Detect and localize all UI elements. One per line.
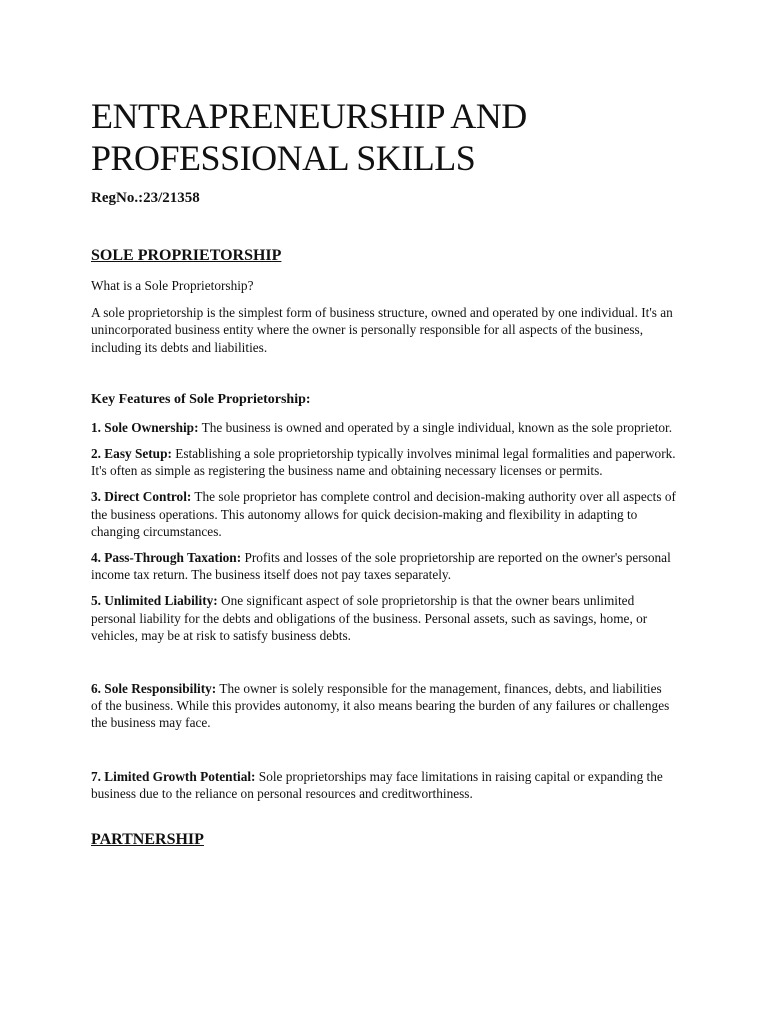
registration-number: RegNo.:23/21358 [91, 190, 200, 206]
feature-text: The sole proprietor has complete control and decision-making authority over all aspects of the business operations. This autonomy allows for quick decision-making and flexibility in adapting to changing circumstances. [91, 489, 676, 539]
feature-label: 1. Sole Ownership: [91, 419, 199, 435]
feature-item [91, 445, 676, 479]
title-line-2: PROFESSIONAL SKILLS [91, 138, 476, 178]
feature-label: 6. Sole Responsibility: [91, 681, 217, 697]
key-features-heading: Key Features of Sole Proprietorship: [91, 391, 311, 407]
feature-text: Sole proprietorships may face limitations in raising capital or expanding the business due to the reliance on personal resources and creditworthiness. [91, 768, 663, 801]
feature-text: One significant aspect of sole proprietorship is that the owner bears unlimited personal liability for the debts and obligations of the business. Personal assets, such as savings, home, or vehicles, may be at risk to satisfy business debts. [91, 593, 648, 643]
feature-item [91, 768, 676, 802]
feature-label: 3. Direct Control: [91, 489, 192, 505]
feature-text: Establishing a sole proprietorship typically involves minimal legal formalities and paperwork. It's often as simple as registering the business name and obtaining necessary licenses or permits. [91, 446, 676, 479]
feature-item [91, 419, 676, 436]
feature-label: 2. Easy Setup: [91, 446, 172, 462]
feature-text: Profits and losses of the sole proprietorship are reported on the owner's personal income tax return. The business itself does not pay taxes separately. [91, 550, 671, 583]
sole-question: What is a Sole Proprietorship? [91, 278, 254, 293]
feature-text: The owner is solely responsible for the management, finances, debts, and liabilities of the business. While this provides autonomy, it also means bearing the burden of any failures or challenges the business may face. [91, 681, 670, 731]
feature-text: The business is owned and operated by a single individual, known as the sole proprietor. [198, 419, 673, 435]
feature-label: 4. Pass-Through Taxation: [91, 550, 242, 566]
feature-label: 5. Unlimited Liability: [91, 593, 218, 609]
section-heading-sole-proprietorship: SOLE PROPRIETORSHIP [91, 247, 282, 264]
sole-intro-paragraph: A sole proprietorship is the simplest form of business structure, owned and operated by one individual. It's an unincorporated business entity where the owner is personally responsible for all aspects of the business, including its debts and liabilities. [91, 305, 673, 355]
feature-item [91, 549, 676, 583]
feature-item [91, 592, 676, 644]
feature-item [91, 488, 676, 540]
document-page [91, 95, 676, 850]
feature-item [91, 680, 676, 732]
feature-label: 7. Limited Growth Potential: [91, 768, 256, 784]
section-heading-partnership: PARTNERSHIP [91, 831, 204, 849]
title-line-1: ENTRAPRENEURSHIP AND [91, 96, 527, 136]
document-title [91, 95, 676, 179]
